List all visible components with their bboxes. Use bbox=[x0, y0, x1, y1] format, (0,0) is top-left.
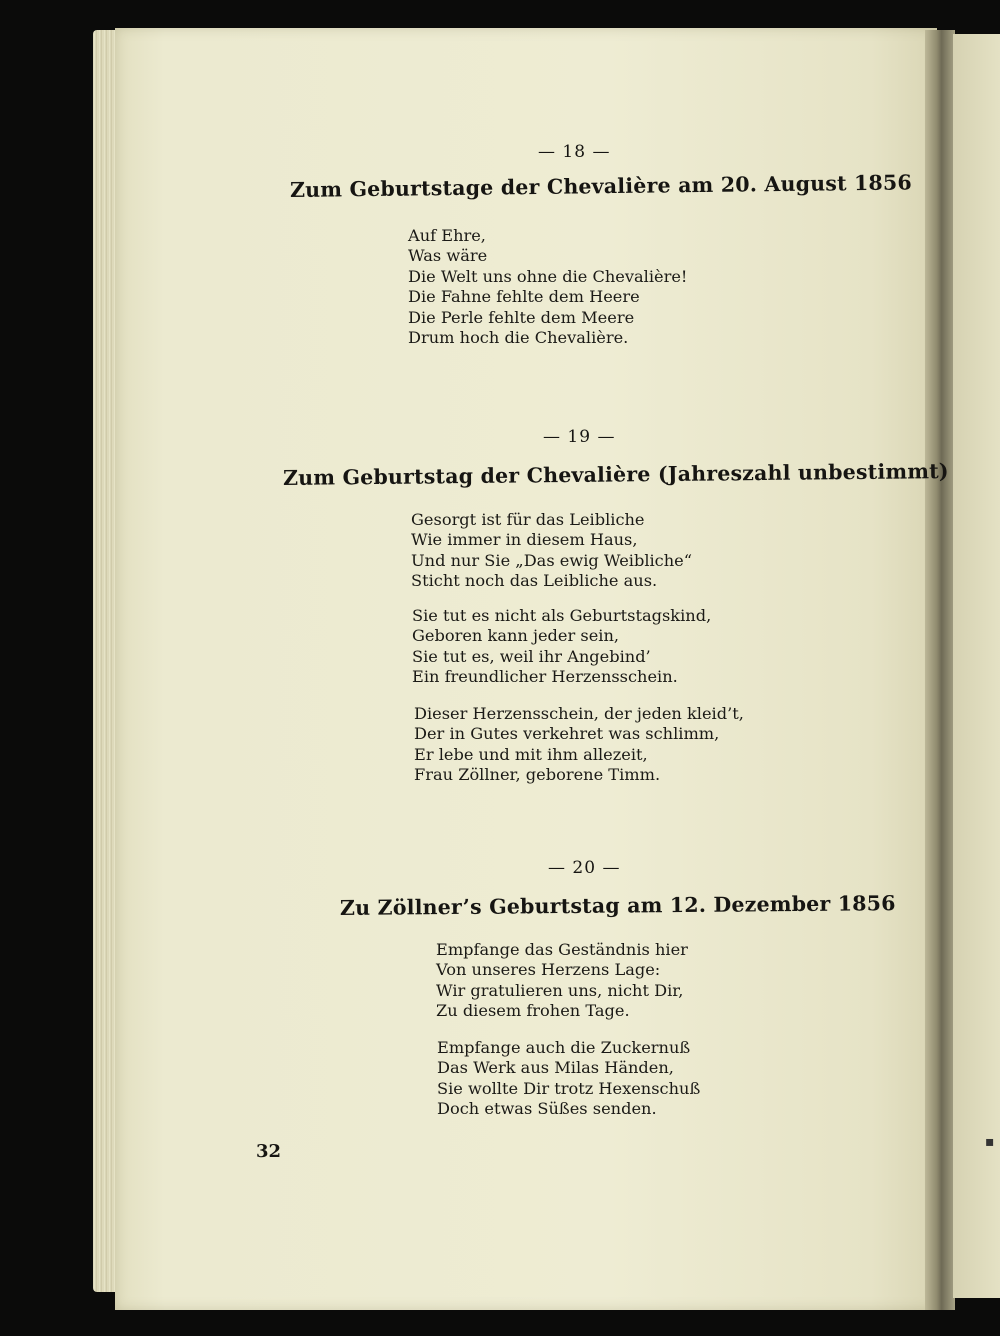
verse-line: Doch etwas Süßes senden. bbox=[437, 1099, 657, 1119]
verse-line: Die Fahne fehlte dem Heere bbox=[408, 287, 640, 307]
verse-line: Gesorgt ist für das Leibliche bbox=[411, 510, 645, 529]
poem-number: — 20 — bbox=[548, 858, 621, 878]
verse-line: Empfange auch die Zuckernuß bbox=[437, 1038, 691, 1057]
verse-line: Die Perle fehlte dem Meere bbox=[408, 307, 635, 327]
verse-line: Drum hoch die Chevalière. bbox=[408, 328, 629, 348]
poem-number: — 18 — bbox=[538, 142, 611, 162]
verse-line: Wie immer in diesem Haus, bbox=[411, 530, 638, 550]
verse-line: Geboren kann jeder sein, bbox=[412, 626, 620, 646]
poem-title: Zu Zöllner’s Geburtstag am 12. Dezember 1856 bbox=[339, 891, 896, 920]
verse-line: Der in Gutes verkehret was schlimm, bbox=[414, 724, 720, 744]
poem-stanza bbox=[436, 940, 688, 1022]
verse-line: Dieser Herzensschein, der jeden kleid’t, bbox=[414, 704, 744, 723]
verse-line: Das Werk aus Milas Händen, bbox=[437, 1058, 674, 1078]
poem-stanza bbox=[414, 704, 744, 786]
page-number: 32 bbox=[256, 1141, 282, 1162]
poem-stanza bbox=[408, 226, 687, 348]
verse-line: Zu diesem frohen Tage. bbox=[436, 1001, 630, 1021]
verse-line: Sie tut es nicht als Geburtstagskind, bbox=[412, 606, 712, 625]
verse-line: Auf Ehre, bbox=[408, 226, 486, 245]
poem-stanza bbox=[412, 606, 711, 688]
verse-line: Empfange das Geständnis hier bbox=[436, 940, 688, 959]
verse-line bbox=[436, 981, 688, 1001]
poem-number: — 19 — bbox=[543, 427, 616, 447]
poem-stanza bbox=[437, 1038, 700, 1120]
verse-line: Die Welt uns ohne die Chevalière! bbox=[408, 266, 688, 286]
poem-title: Zum Geburtstage der Chevalière am 20. August 1856 bbox=[289, 170, 913, 202]
poem-stanza bbox=[411, 510, 692, 592]
verse-line: Und nur Sie „Das ewig Weibliche“ bbox=[411, 550, 693, 570]
verse-line: Was wäre bbox=[408, 246, 488, 266]
verse-line-text: Wir gratulieren uns, nicht Dir, bbox=[436, 980, 684, 1000]
poem-title: Zum Geburtstag der Chevalière (Jahreszahl unbestimmt) bbox=[282, 459, 949, 490]
verse-line: Frau Zöllner, geborene Timm. bbox=[414, 765, 661, 785]
verse-line: Ein freundlicher Herzensschein. bbox=[412, 667, 678, 687]
verse-line: Sie tut es, weil ihr Angebind’ bbox=[412, 646, 651, 666]
verse-line: Sie wollte Dir trotz Hexenschuß bbox=[437, 1078, 701, 1098]
facing-page-edge: ▪ bbox=[953, 34, 1000, 1298]
verse-line: Von unseres Herzens Lage: bbox=[436, 960, 661, 980]
verse-line: Er lebe und mit ihm allezeit, bbox=[414, 744, 648, 764]
verse-line: Sticht noch das Leibliche aus. bbox=[411, 571, 658, 591]
book-gutter bbox=[925, 30, 955, 1310]
